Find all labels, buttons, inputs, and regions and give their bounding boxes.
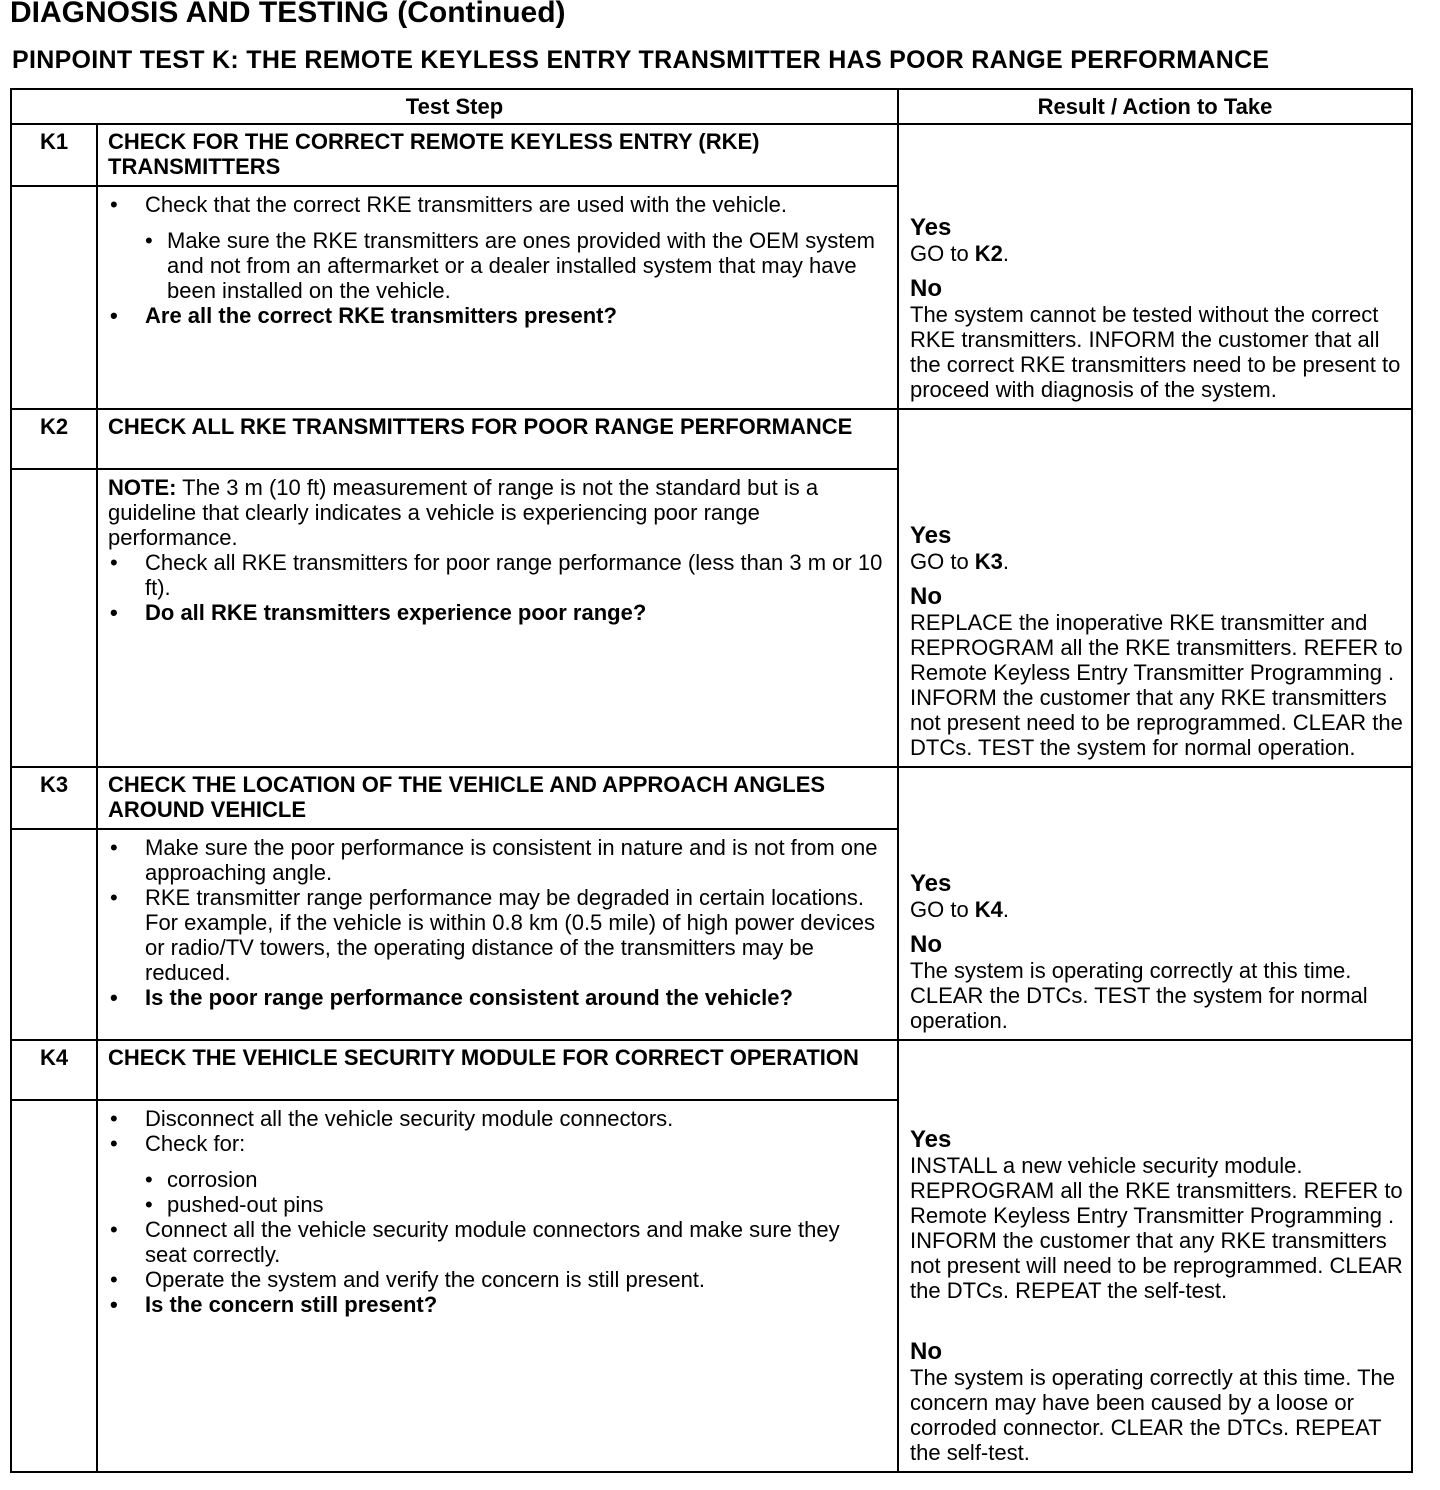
no-label: No [910,1338,942,1365]
goto-link[interactable]: K3 [974,549,1003,574]
goto-text: GO to [910,241,975,266]
yes-action: INSTALL a new vehicle security module. REPROGRAM all the RKE transmitters. REFER to Remote Keyless Entry Transmitter Programming . INFORM the customer that any RKE transmitters not present will need to be reprogrammed. CLEAR the DTCs. REPEAT the self-test. [910,1153,1403,1303]
sub-bullet: • corrosion [108,1167,887,1192]
bullet: • Make sure the poor performance is consistent in nature and is not from one approaching angle. [108,835,887,885]
yes-label: Yes [910,214,952,241]
bullet: • Disconnect all the vehicle security module connectors. [108,1106,887,1131]
sub-bullet: • Make sure the RKE transmitters are ones provided with the OEM system and not from an aftermarket or a dealer installed system that may have been installed on the vehicle. [108,228,887,303]
step-k3-title-row [11,767,1412,829]
step-id: K2 [11,409,97,469]
no-label: No [910,931,942,958]
no-action: The system is operating correctly at this time. The concern may have been caused by a loose or corroded connector. CLEAR the DTCs. REPEAT the self-test. [910,1365,1395,1465]
step-k4-title-row [11,1040,1412,1100]
goto-text: GO to [910,897,975,922]
step-question: • Do all RKE transmitters experience poor range? [108,600,887,625]
bullet: • Operate the system and verify the concern is still present. [108,1267,887,1292]
step-k2-title-row [11,409,1412,469]
step-result [898,409,1412,767]
page-title: DIAGNOSIS AND TESTING (Continued) [10,0,566,29]
table-header [11,89,1412,124]
step-title: CHECK THE LOCATION OF THE VEHICLE AND APPROACH ANGLES AROUND VEHICLE [97,767,898,829]
step-question: • Is the poor range performance consistent around the vehicle? [108,985,887,1010]
no-action: The system is operating correctly at this time. CLEAR the DTCs. TEST the system for normal operation. [910,958,1368,1033]
step-title: CHECK FOR THE CORRECT REMOTE KEYLESS ENTRY (RKE) TRANSMITTERS [97,124,898,186]
step-id-blank [11,186,97,409]
note-text: The 3 m (10 ft) measurement of range is not the standard but is a guideline that clearly indicates a vehicle is experiencing poor range performance. [108,475,819,550]
goto-link[interactable]: K2 [974,241,1003,266]
step-question: • Are all the correct RKE transmitters present? [108,303,887,328]
step-id-blank [11,829,97,1040]
step-title: CHECK ALL RKE TRANSMITTERS FOR POOR RANGE PERFORMANCE [97,409,898,469]
step-body [97,1100,898,1472]
step-id: K1 [11,124,97,186]
step-body [97,829,898,1040]
step-result [898,124,1412,409]
goto-link[interactable]: K4 [974,897,1003,922]
step-k1-title-row [11,124,1412,186]
yes-action: GO to K4. [910,897,1010,922]
step-question: • Is the concern still present? [108,1292,887,1317]
note [108,475,887,550]
sub-bullet: • pushed-out pins [108,1192,887,1217]
test-step-header: Test Step [11,89,898,124]
yes-label: Yes [910,1126,952,1153]
no-label: No [910,275,942,302]
goto-text: GO to [910,549,975,574]
step-title: CHECK THE VEHICLE SECURITY MODULE FOR CORRECT OPERATION [97,1040,898,1100]
step-result [898,1040,1412,1472]
step-id-blank [11,469,97,767]
bullet: • Check all RKE transmitters for poor range performance (less than 3 m or 10 ft). [108,550,887,600]
no-action: The system cannot be tested without the correct RKE transmitters. INFORM the customer that all the correct RKE transmitters need to be present to proceed with diagnosis of the system. [910,302,1401,402]
yes-action: GO to K3. [910,549,1010,574]
step-body [97,186,898,409]
result-header: Result / Action to Take [898,89,1412,124]
bullet: • RKE transmitter range performance may be degraded in certain locations. For example, if the vehicle is within 0.8 km (0.5 mile) of high power devices or radio/TV towers, the operating distance of the transmitters may be reduced. [108,885,887,985]
no-action: REPLACE the inoperative RKE transmitter and REPROGRAM all the RKE transmitters. REFER to Remote Keyless Entry Transmitter Programming . INFORM the customer that any RKE transmitters not present need to be reprogrammed. CLEAR the DTCs. TEST the system for normal operation. [910,610,1403,760]
no-label: No [910,583,942,610]
step-id: K4 [11,1040,97,1100]
pinpoint-test-title: PINPOINT TEST K: THE REMOTE KEYLESS ENTRY TRANSMITTER HAS POOR RANGE PERFORMANCE [12,46,1270,74]
step-id-blank [11,1100,97,1472]
pinpoint-test-table [10,88,1413,1473]
step-body [97,469,898,767]
bullet: • Check that the correct RKE transmitters are used with the vehicle. [108,192,887,217]
yes-action: GO to K2. [910,241,1010,266]
step-id: K3 [11,767,97,829]
yes-label: Yes [910,870,952,897]
bullet: • Check for: [108,1131,887,1156]
note-label: NOTE: [108,475,177,500]
step-result [898,767,1412,1040]
bullet: • Connect all the vehicle security module connectors and make sure they seat correctly. [108,1217,887,1267]
yes-label: Yes [910,522,952,549]
